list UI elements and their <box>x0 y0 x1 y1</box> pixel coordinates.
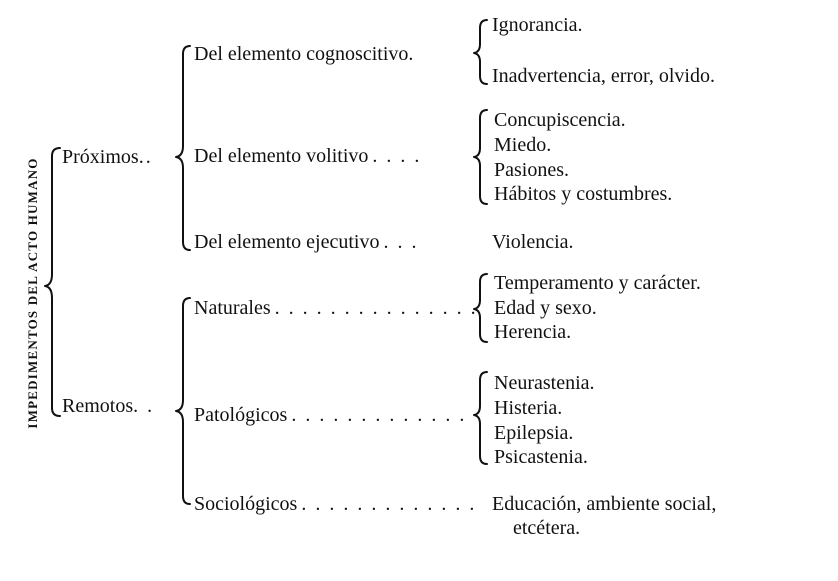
patologicos-label: Patológicos . . . . . . . . . . . . . <box>194 404 467 426</box>
list-item: Miedo. <box>494 134 552 156</box>
proximos-brace <box>176 46 190 250</box>
list-item: Histeria. <box>494 397 563 419</box>
naturales-label: Naturales . . . . . . . . . . . . . . . <box>194 297 478 319</box>
list-item: Temperamento y carácter. <box>494 272 701 294</box>
list-item: Concupiscencia. <box>494 109 626 131</box>
list-item: Hábitos y costumbres. <box>494 183 673 205</box>
diagram-title: IMPEDIMENTOS DEL ACTO HUMANO <box>25 157 40 429</box>
remotos-brace <box>176 298 190 504</box>
volitivo-label: Del elemento volitivo . . . . <box>194 145 422 167</box>
cognoscitivo-brace <box>474 20 487 84</box>
proximos-label: Próximos.. <box>62 146 153 168</box>
patologicos-brace <box>474 372 487 464</box>
remotos-label: Remotos. . <box>62 395 155 417</box>
main-brace <box>45 148 60 416</box>
volitivo-brace <box>474 110 487 204</box>
list-item: Educación, ambiente social, <box>492 493 717 515</box>
list-item: Psicastenia. <box>494 446 588 468</box>
list-item: Inadvertencia, error, olvido. <box>492 65 715 87</box>
list-item: Ignorancia. <box>492 14 583 36</box>
list-item: Pasiones. <box>494 159 569 181</box>
list-item: Herencia. <box>494 321 572 343</box>
sociologicos-label: Sociológicos . . . . . . . . . . . . . <box>194 493 477 515</box>
list-item: Neurastenia. <box>494 372 595 394</box>
cognoscitivo-label: Del elemento cognoscitivo. <box>194 43 414 65</box>
list-item: Edad y sexo. <box>494 297 597 319</box>
list-item: etcétera. <box>513 517 581 539</box>
list-item: Violencia. <box>492 231 574 253</box>
ejecutivo-label: Del elemento ejecutivo . . . <box>194 231 419 253</box>
list-item: Epilepsia. <box>494 422 574 444</box>
